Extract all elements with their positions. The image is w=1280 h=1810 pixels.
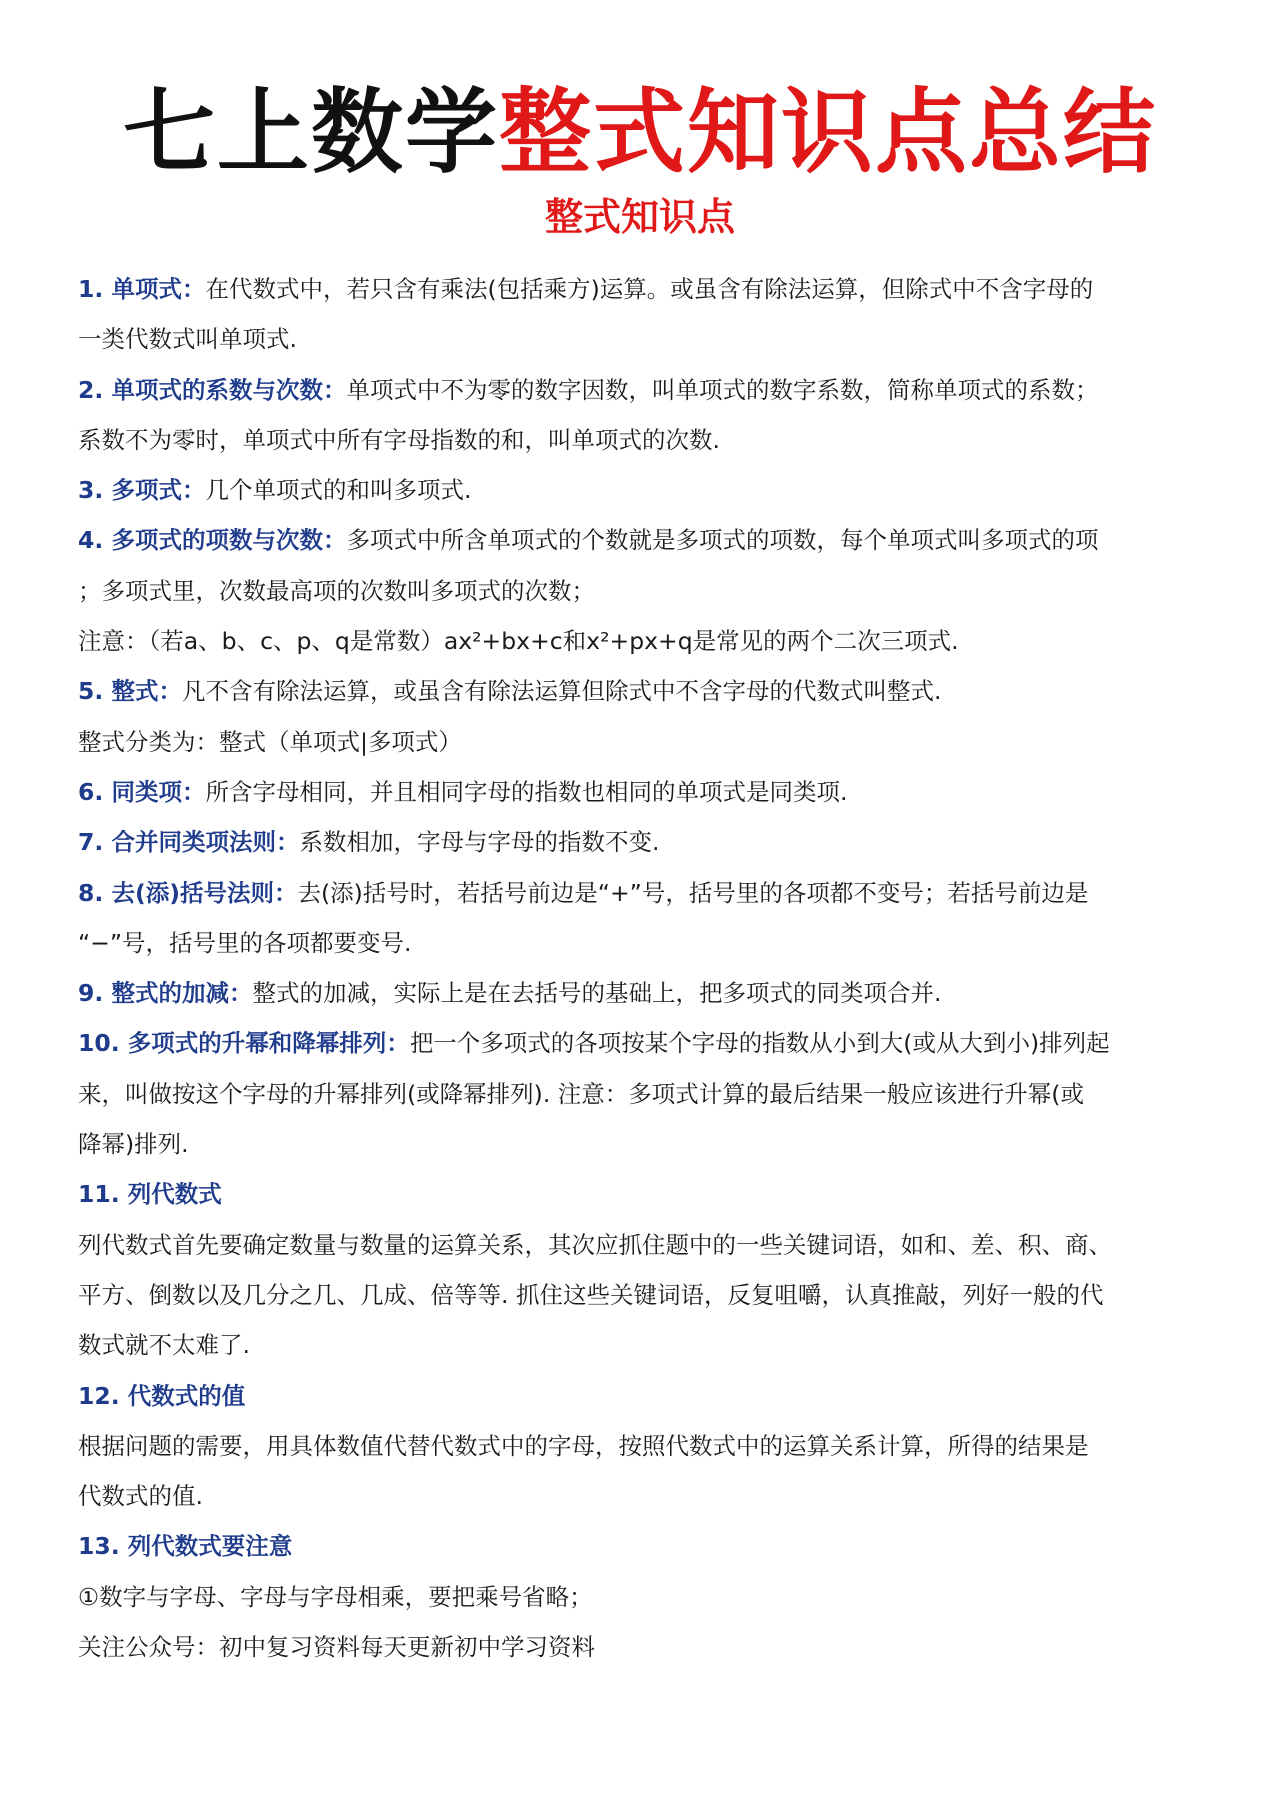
title-black-part: 七上数学 xyxy=(122,79,499,186)
item-2-line-2: 系数不为零时，单项式中所有字母指数的和，叫单项式的次数. xyxy=(78,425,720,454)
item-12-line-2: 代数式的值. xyxy=(78,1482,203,1511)
term-9: 9. 整式的加减： xyxy=(78,979,253,1008)
footer-text: 关注公众号：初中复习资料每天更新初中学习资料 xyxy=(78,1633,595,1662)
title-red-part: 整式知识点总结 xyxy=(499,79,1158,186)
item-12-line-1: 根据问题的需要，用具体数值代替代数式中的字母，按照代数式中的运算关系计算，所得的结果是 xyxy=(78,1431,1089,1460)
item-9-line-1: 整式的加减，实际上是在去括号的基础上，把多项式的同类项合并. xyxy=(252,979,942,1008)
note-5 xyxy=(78,717,1213,767)
item-11 xyxy=(78,1220,1213,1371)
item-8-line-1: 去(添)括号时，若括号前边是“+”号，括号里的各项都不变号；若括号前边是 xyxy=(297,878,1089,907)
item-3-line-1: 几个单项式的和叫多项式. xyxy=(205,476,472,505)
heading-11 xyxy=(78,1169,1213,1219)
item-11-line-1: 列代数式首先要确定数量与数量的运算关系，其次应抓住题中的一些关键词语，如和、差、积、商、 xyxy=(78,1230,1112,1259)
heading-13 xyxy=(78,1521,1213,1571)
heading-13-text: 13. 列代数式要注意 xyxy=(78,1532,293,1561)
item-13-line-1: ①数字与字母、字母与字母相乘，要把乘号省略； xyxy=(78,1582,593,1611)
item-10-line-3: 降幂)排列. xyxy=(78,1130,189,1159)
item-3 xyxy=(78,465,1213,515)
item-2-line-1: 单项式中不为零的数字因数，叫单项式的数字系数，简称单项式的系数； xyxy=(346,375,1099,404)
term-1: 1. 单项式： xyxy=(78,275,206,303)
term-2: 2. 单项式的系数与次数： xyxy=(78,375,347,404)
item-4 xyxy=(78,515,1213,616)
item-7 xyxy=(78,817,1213,867)
item-10-line-2: 来，叫做按这个字母的升幂排列(或降幂排列). 注意：多项式计算的最后结果一般应该进行升幂(或 xyxy=(78,1079,1084,1108)
item-4-line-2: ；多项式里，次数最高项的次数叫多项式的次数； xyxy=(78,576,595,605)
page-title xyxy=(0,78,1280,188)
term-5: 5. 整式： xyxy=(78,677,182,706)
item-10 xyxy=(78,1018,1213,1169)
item-5 xyxy=(78,666,1213,716)
term-7: 7. 合并同类项法则： xyxy=(78,828,300,857)
item-1-line-1: 在代数式中，若只含有乘法(包括乘方)运算。或虽含有除法运算，但除式中不含字母的 xyxy=(205,275,1094,303)
item-1-line-2: 一类代数式叫单项式. xyxy=(78,325,297,354)
item-8-line-2: “−”号，括号里的各项都要变号. xyxy=(78,928,412,957)
term-4: 4. 多项式的项数与次数： xyxy=(78,526,347,555)
heading-11-text: 11. 列代数式 xyxy=(78,1180,222,1209)
term-3: 3. 多项式： xyxy=(78,476,206,505)
heading-12 xyxy=(78,1371,1213,1421)
item-8 xyxy=(78,868,1213,969)
heading-12-text: 12. 代数式的值 xyxy=(78,1381,246,1410)
item-13 xyxy=(78,1572,1213,1622)
item-6-line-1: 所含字母相同，并且相同字母的指数也相同的单项式是同类项. xyxy=(205,777,848,806)
item-1 xyxy=(78,264,1213,365)
item-7-line-1: 系数相加，字母与字母的指数不变. xyxy=(299,828,660,857)
item-12 xyxy=(78,1421,1213,1522)
item-2 xyxy=(78,365,1213,466)
item-9 xyxy=(78,968,1213,1018)
footer-note xyxy=(78,1622,1213,1672)
note-4 xyxy=(78,616,1213,666)
content-body xyxy=(78,264,1213,1672)
item-4-line-1: 多项式中所含单项式的个数就是多项式的项数，每个单项式叫多项式的项 xyxy=(346,526,1099,555)
note-5-text: 整式分类为：整式（单项式|多项式） xyxy=(78,727,462,756)
term-10: 10. 多项式的升幂和降幂排列： xyxy=(78,1029,410,1058)
item-10-line-1: 把一个多项式的各项按某个字母的指数从小到大(或从大到小)排列起 xyxy=(409,1029,1110,1058)
item-6 xyxy=(78,767,1213,817)
term-6: 6. 同类项： xyxy=(78,777,206,806)
term-8: 8. 去(添)括号法则： xyxy=(78,878,298,907)
note-4-text: 注意：（若a、b、c、p、q是常数）ax²+bx+c和x²+px+q是常见的两个二次三项式. xyxy=(78,627,959,656)
item-11-line-2: 平方、倒数以及几分之几、几成、倍等等. 抓住这些关键词语，反复咀嚼，认真推敲，列好一般的代 xyxy=(78,1280,1104,1309)
item-5-line-1: 凡不含有除法运算，或虽含有除法运算但除式中不含字母的代数式叫整式. xyxy=(181,677,942,706)
section-subtitle: 整式知识点 xyxy=(544,195,735,239)
item-11-line-3: 数式就不太难了. xyxy=(78,1331,250,1360)
